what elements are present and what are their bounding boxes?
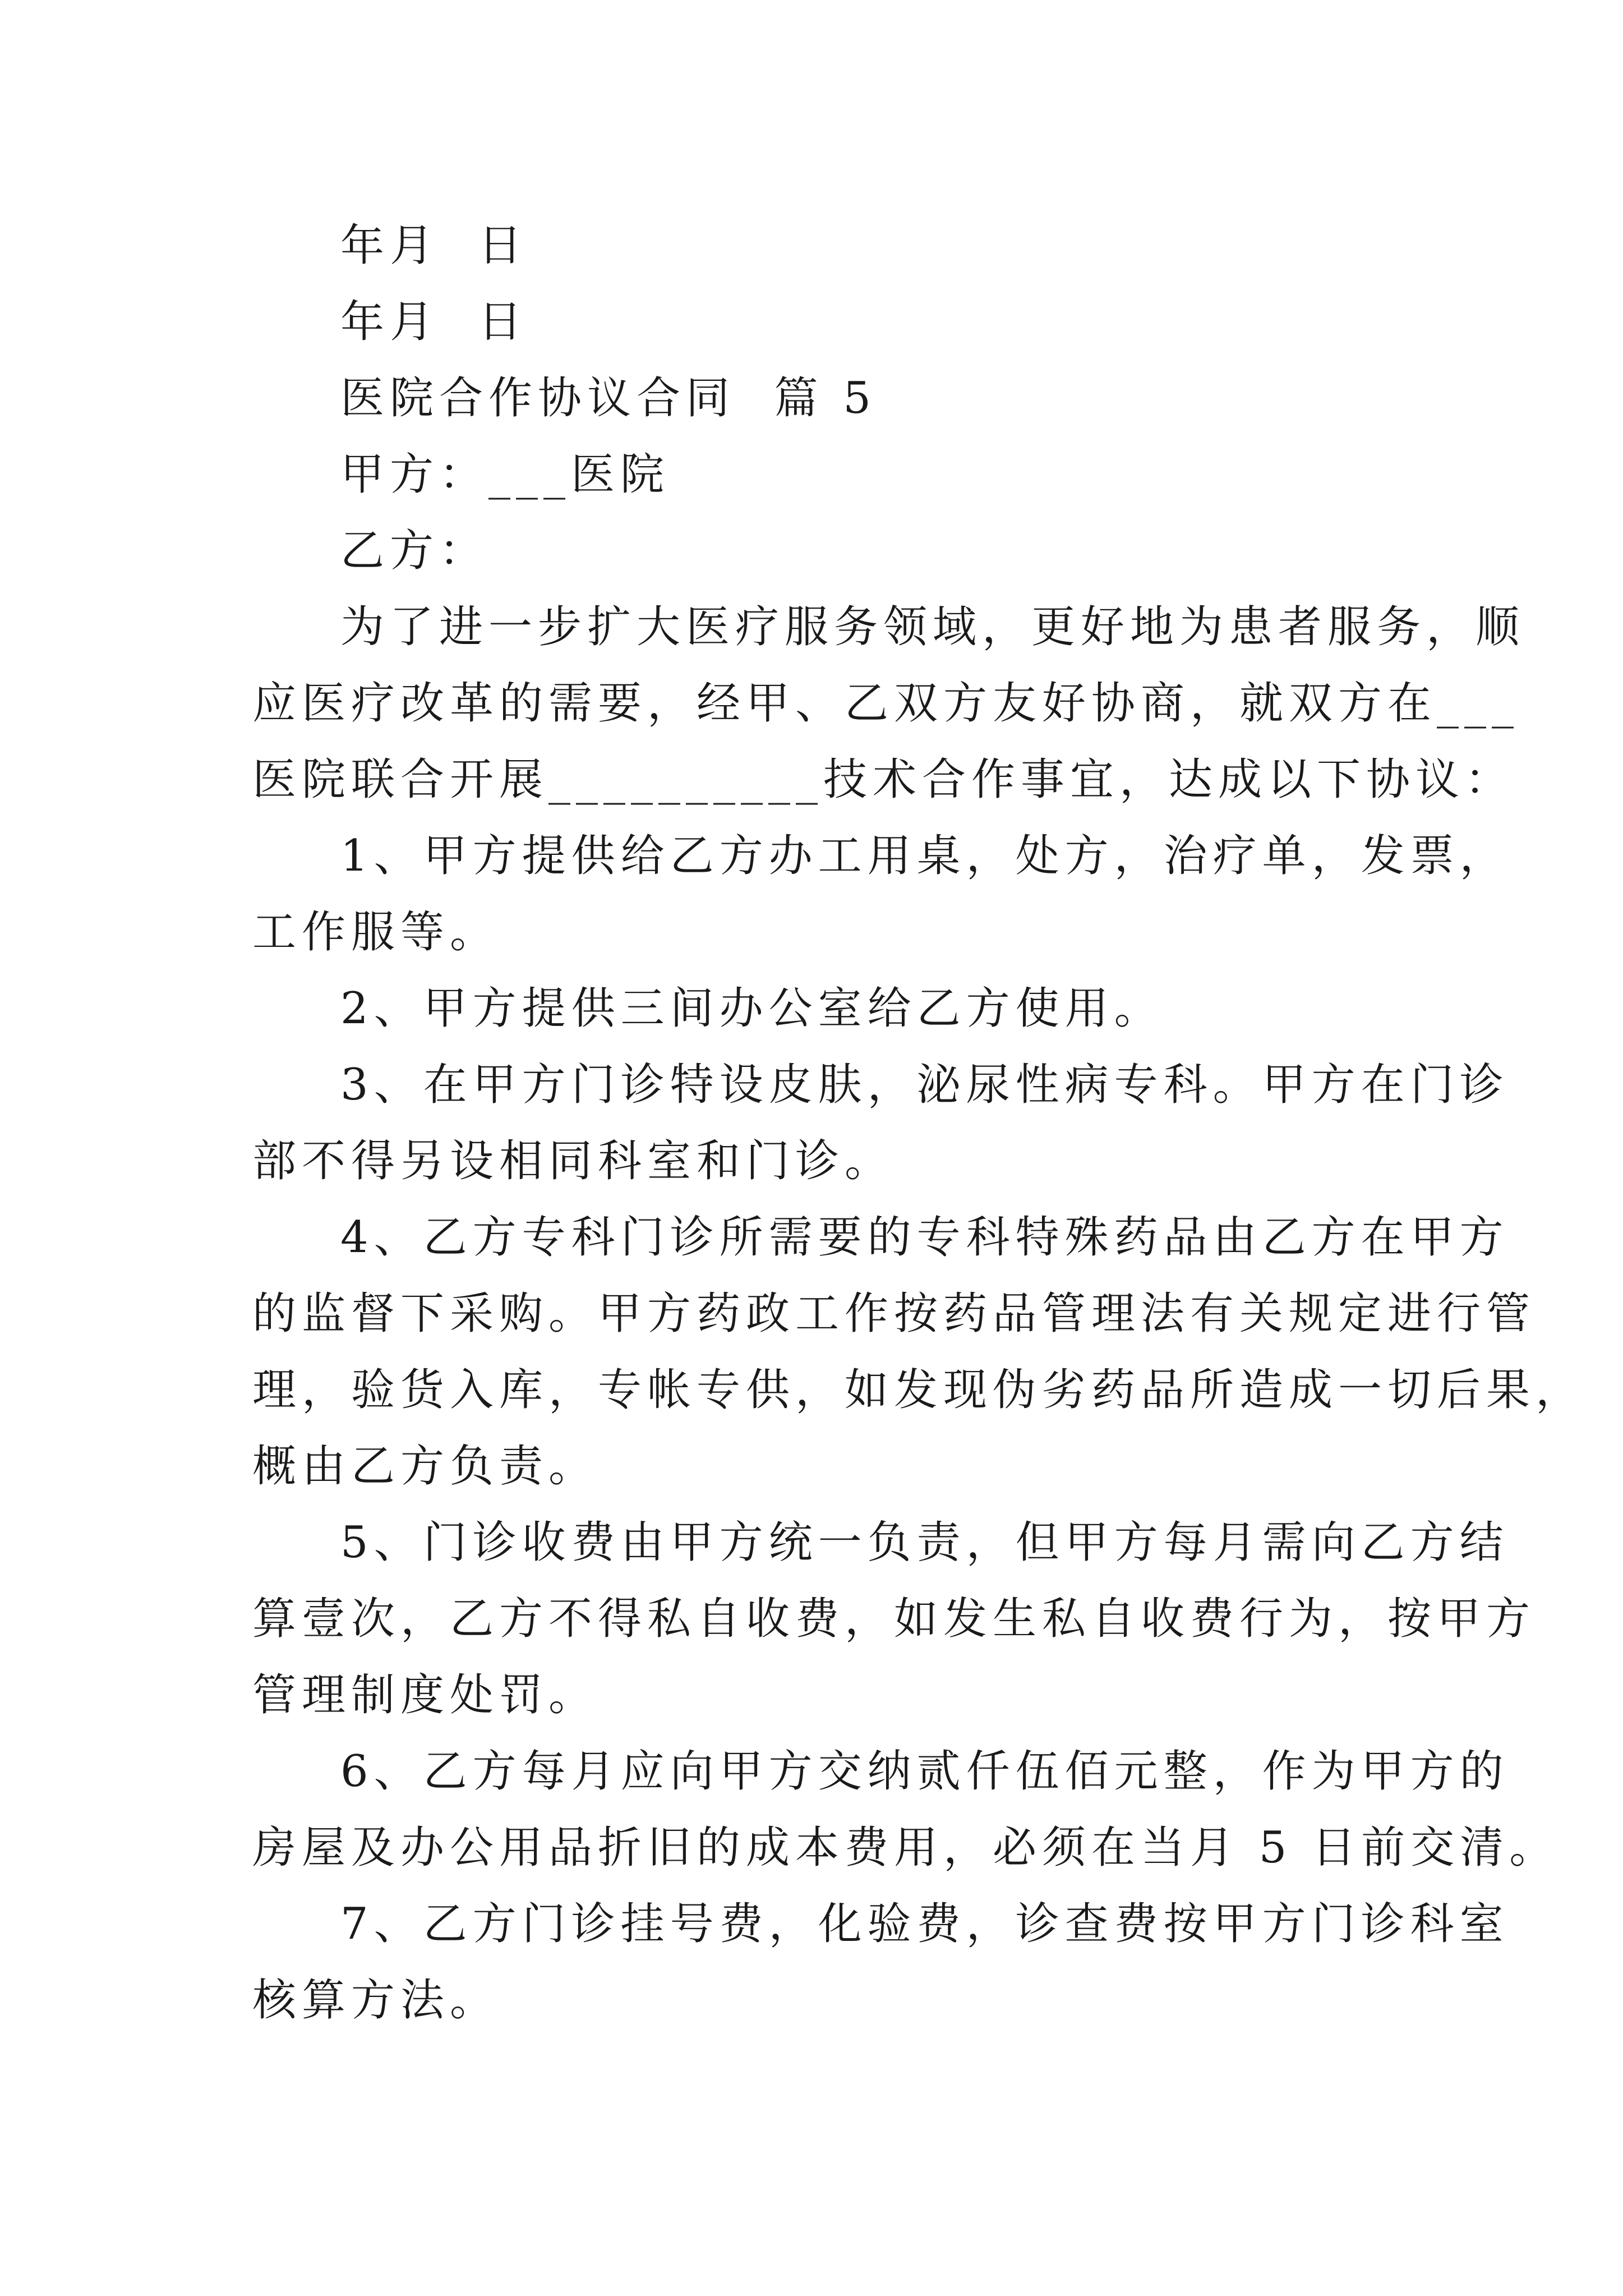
- clause-5-line: 管理制度处罚。: [252, 1670, 598, 1720]
- clause-2-line: 2、甲方提供三间办公室给乙方使用。: [340, 983, 1164, 1034]
- clause-5-line: 5、门诊收费由甲方统一负责，但甲方每月需向乙方结: [340, 1517, 1509, 1568]
- clause-4-line: 理，验货入库，专帐专供，如发现伪劣药品所造成一切后果，: [252, 1365, 1585, 1415]
- clause-6-line: 6、乙方每月应向甲方交纳贰仟伍佰元整，作为甲方的: [340, 1746, 1509, 1797]
- clause-7-line: 核算方法。: [252, 1975, 500, 2026]
- clause-1-line: 工作服等。: [252, 907, 500, 958]
- party-a-line: 甲方：___医院: [340, 449, 670, 500]
- clause-4-line: 概由乙方负责。: [252, 1441, 598, 1492]
- clause-7-line: 7、乙方门诊挂号费，化验费，诊查费按甲方门诊科室: [340, 1899, 1509, 1949]
- date-line-2: 年月 日: [340, 297, 528, 347]
- preamble-line: 医院联合开展__________技术合作事宜，达成以下协议：: [252, 754, 1515, 805]
- preamble-line: 应医疗改革的需要，经甲、乙双方友好协商，就双方在___: [252, 678, 1520, 729]
- section-heading: 医院合作协议合同 篇 5: [340, 373, 877, 424]
- clause-3-line: 部不得另设相同科室和门诊。: [252, 1136, 895, 1186]
- clause-4-line: 的监督下采购。甲方药政工作按药品管理法有关规定进行管: [252, 1289, 1536, 1339]
- date-line-1: 年月 日: [340, 220, 528, 271]
- preamble-line: 为了进一步扩大医疗服务领域，更好地为患者服务，顺: [340, 602, 1525, 652]
- clause-6-line: 房屋及办公用品折旧的成本费用，必须在当月 5 日前交清。: [252, 1823, 1559, 1873]
- party-b-line: 乙方：: [340, 526, 489, 576]
- clause-1-line: 1、甲方提供给乙方办工用桌，处方，治疗单，发票，: [340, 831, 1509, 881]
- clause-4-line: 4、乙方专科门诊所需要的专科特殊药品由乙方在甲方: [340, 1212, 1509, 1263]
- clause-3-line: 3、在甲方门诊特设皮肤，泌尿性病专科。甲方在门诊: [340, 1060, 1509, 1110]
- clause-5-line: 算壹次，乙方不得私自收费，如发生私自收费行为，按甲方: [252, 1594, 1536, 1644]
- document-body: [252, 208, 1585, 2039]
